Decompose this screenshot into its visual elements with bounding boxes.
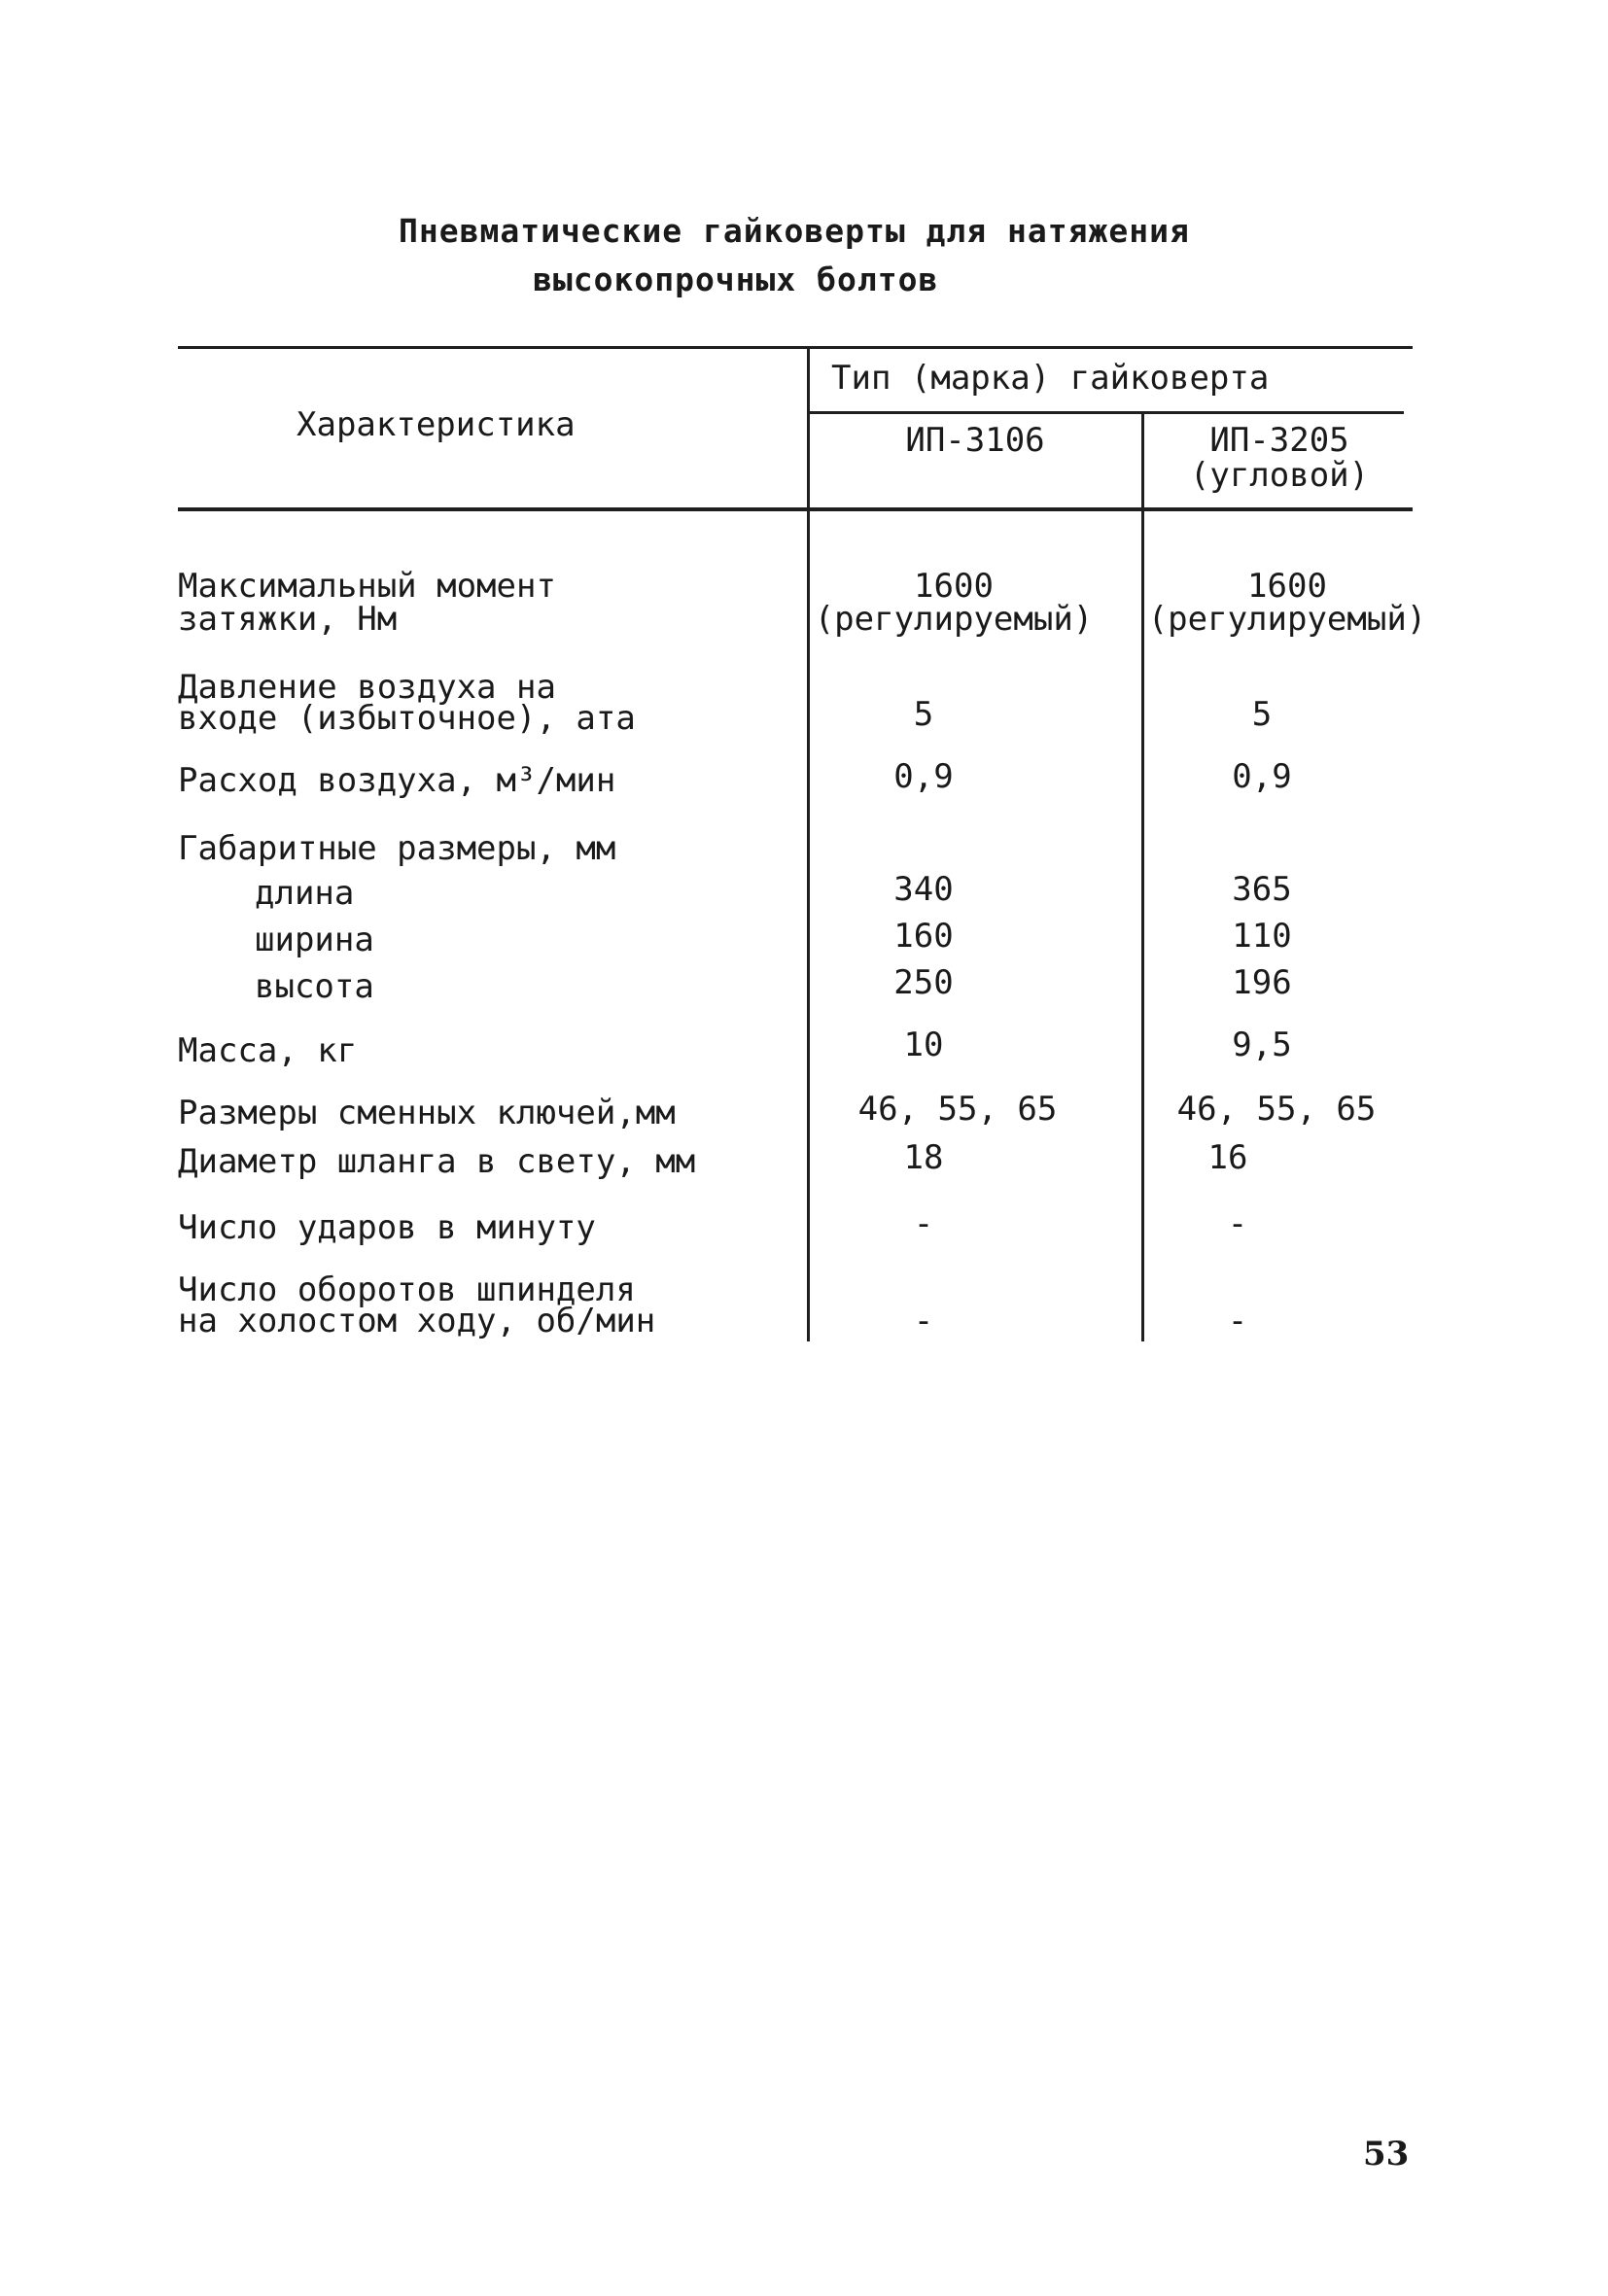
row-max-torque-col2-1: 1600 (1247, 567, 1327, 606)
row-length-col2: 365 (1232, 870, 1292, 909)
row-air-flow-col2: 0,9 (1232, 757, 1292, 796)
row-length-label: длина (255, 874, 355, 913)
row-max-torque-col1-1: 1600 (914, 567, 994, 606)
row-spindle-speed-label-1: Число оборотов шпинделя (178, 1270, 636, 1309)
row-max-torque-label-2: затяжки, Нм (178, 600, 398, 639)
row-air-pressure-col2: 5 (1251, 695, 1273, 734)
row-wrench-sizes-col2: 46, 55, 65 (1176, 1090, 1377, 1129)
row-blows-per-minute-col2: - (1227, 1204, 1248, 1243)
header-divider-rule (809, 411, 1404, 414)
column-rule-1 (807, 347, 810, 1341)
table-top-rule (178, 346, 1413, 349)
row-dimensions-label: Габаритные размеры, мм (178, 829, 616, 868)
row-height-col1: 250 (893, 963, 954, 1002)
row-height-label: высота (255, 967, 374, 1006)
title-line-2: высокопрочных болтов (533, 261, 939, 298)
row-max-torque-label-1: Максимальный момент (178, 567, 556, 606)
row-width-col1: 160 (893, 917, 954, 956)
row-air-pressure-col1: 5 (913, 695, 934, 734)
row-air-flow-label: Расход воздуха, м³/мин (178, 761, 616, 800)
row-blows-per-minute-label: Число ударов в минуту (178, 1208, 596, 1247)
row-width-label: ширина (255, 921, 374, 959)
row-width-col2: 110 (1232, 917, 1292, 956)
row-max-torque-col2-2: (регулируемый) (1147, 600, 1427, 639)
row-hose-diameter-col1: 18 (903, 1138, 944, 1177)
row-mass-label: Масса, кг (178, 1031, 358, 1070)
header-characteristic: Характеристика (297, 405, 576, 444)
row-blows-per-minute-col1: - (913, 1204, 934, 1243)
row-wrench-sizes-label: Размеры сменных ключей,мм (178, 1094, 676, 1132)
row-hose-diameter-label: Диаметр шланга в свету, мм (178, 1142, 696, 1181)
header-col2-line2: (угловой) (1189, 456, 1370, 495)
row-wrench-sizes-col1: 46, 55, 65 (857, 1090, 1058, 1129)
title-line-1: Пневматические гайковерты для натяжения (399, 212, 1190, 250)
page-number: 53 (1363, 2135, 1410, 2174)
column-rule-2 (1141, 412, 1144, 1341)
row-spindle-speed-col2: - (1227, 1302, 1248, 1340)
header-col2-line1: ИП-3205 (1209, 421, 1349, 460)
row-air-flow-col1: 0,9 (893, 757, 954, 796)
row-spindle-speed-label-2: на холостом ходу, об/мин (178, 1302, 656, 1340)
header-col1: ИП-3106 (905, 421, 1045, 460)
header-type-group: Тип (марка) гайковерта (831, 359, 1270, 398)
row-max-torque-col1-2: (регулируемый) (814, 600, 1094, 639)
row-length-col1: 340 (893, 870, 954, 909)
row-hose-diameter-col2: 16 (1207, 1138, 1248, 1177)
row-height-col2: 196 (1232, 963, 1292, 1002)
row-spindle-speed-col1: - (913, 1302, 934, 1340)
row-air-pressure-label-2: входе (избыточное), ата (178, 699, 636, 738)
row-mass-col2: 9,5 (1232, 1026, 1292, 1064)
row-air-pressure-label-1: Давление воздуха на (178, 668, 556, 707)
header-bottom-rule (178, 507, 1413, 511)
row-mass-col1: 10 (903, 1026, 944, 1064)
